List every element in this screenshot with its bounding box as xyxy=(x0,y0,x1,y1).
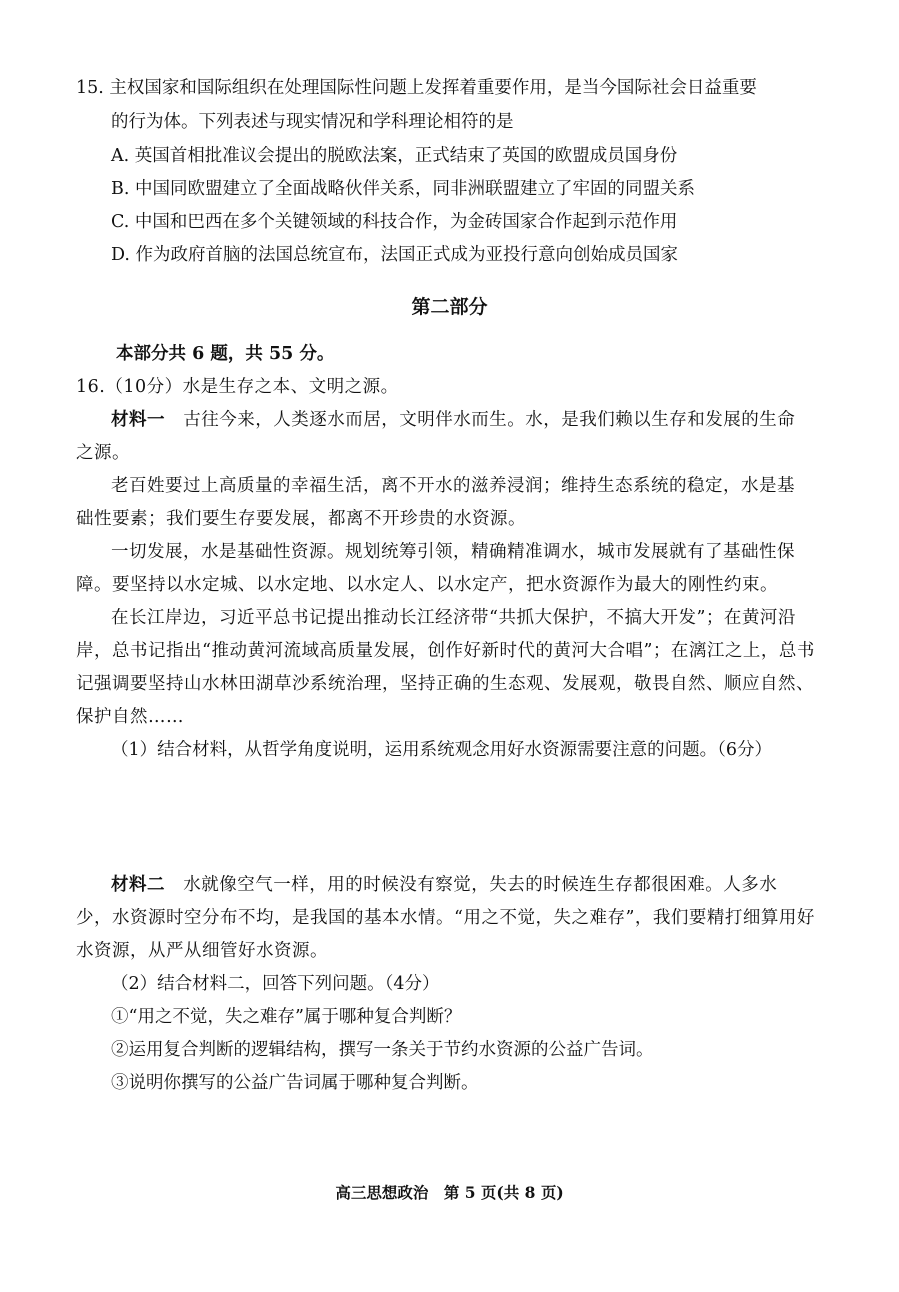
q15-number: 15. xyxy=(76,78,104,98)
material-two-line-2: 少，水资源时空分布不均，是我国的基本水情。“用之不觉，失之难存”，我们要精打细算用好 xyxy=(76,908,815,928)
material-two-line-3: 水资源，从严从细管好水资源。 xyxy=(76,941,328,961)
q15-option-d: D. 作为政府首脑的法国总统宣布，法国正式成为亚投行意向创始成员国家 xyxy=(111,245,679,265)
material-one-line-4: 础性要素；我们要生存要发展，都离不开珍贵的水资源。 xyxy=(76,509,526,529)
q16-sub2-item-2: ②运用复合判断的逻辑结构，撰写一条关于节约水资源的公益广告词。 xyxy=(111,1040,654,1060)
page-footer: 高三思想政治 第 5 页(共 8 页) xyxy=(335,1183,564,1202)
material-one-line-10: 保护自然…… xyxy=(76,707,184,727)
material-two-label: 材料二 xyxy=(111,875,165,895)
material-one-line-7: 在长江岸边，习近平总书记提出推动长江经济带“共抓大保护，不搞大开发”；在黄河沿 xyxy=(111,608,796,628)
q15-option-a: A. 英国首相批准议会提出的脱欧法案，正式结束了英国的欧盟成员国身份 xyxy=(111,146,678,166)
material-one-line-9: 记强调要坚持山水林田湖草沙系统治理，坚持正确的生态观、发展观，敬畏自然、顺应自然、 xyxy=(76,674,814,694)
answer-space xyxy=(76,775,816,865)
material-one-line-2: 之源。 xyxy=(76,443,130,463)
material-one-line-8: 岸，总书记指出“推动黄河流域高质量发展，创作好新时代的黄河大合唱”；在漓江之上，总书 xyxy=(76,641,815,661)
q15-stem-1: 主权国家和国际组织在处理国际性问题上发挥着重要作用，是当今国际社会日益重要 xyxy=(109,78,757,98)
q15-stem-line-1 xyxy=(76,76,757,100)
material-one-line-6: 障。要坚持以水定城、以水定地、以水定人、以水定产，把水资源作为最大的刚性约束。 xyxy=(76,575,778,595)
q15-option-c: C. 中国和巴西在多个关键领域的科技合作，为金砖国家合作起到示范作用 xyxy=(111,212,678,232)
q16-header: 16.（10分）水是生存之本、文明之源。 xyxy=(76,377,399,397)
q16-subquestion-1: （1）结合材料，从哲学角度说明，运用系统观念用好水资源需要注意的问题。（6分） xyxy=(111,740,773,760)
material-one-line-5: 一切发展，水是基础性资源。规划统筹引领，精确精准调水，城市发展就有了基础性保 xyxy=(111,542,795,562)
material-one-label: 材料一 xyxy=(111,410,165,430)
material-two-text-1: 水就像空气一样，用的时候没有察觉，失去的时候连生存都很困难。人多水 xyxy=(183,875,778,895)
material-two-line-1 xyxy=(111,873,777,897)
q15-stem-2: 的行为体。下列表述与现实情况和学科理论相符的是 xyxy=(111,112,514,132)
material-one-text-1: 古往今来，人类逐水而居，文明伴水而生。水，是我们赖以生存和发展的生命 xyxy=(183,410,796,430)
material-one-line-3: 老百姓要过上高质量的幸福生活，离不开水的滋养浸润；维持生态系统的稳定，水是基 xyxy=(111,476,795,496)
q16-subquestion-2: （2）结合材料二，回答下列问题。（4分） xyxy=(111,974,440,994)
part-two-title: 第二部分 xyxy=(411,296,488,318)
q16-sub2-item-1: ①“用之不觉，失之难存”属于哪种复合判断？ xyxy=(111,1007,462,1027)
material-one-line-1 xyxy=(111,408,795,432)
q16-sub2-item-3: ③说明你撰写的公益广告词属于哪种复合判断。 xyxy=(111,1073,479,1093)
q15-option-b: B. 中国同欧盟建立了全面战略伙伴关系，同非洲联盟建立了牢固的同盟关系 xyxy=(111,179,695,199)
part-two-intro: 本部分共 6 题，共 55 分。 xyxy=(116,344,335,364)
